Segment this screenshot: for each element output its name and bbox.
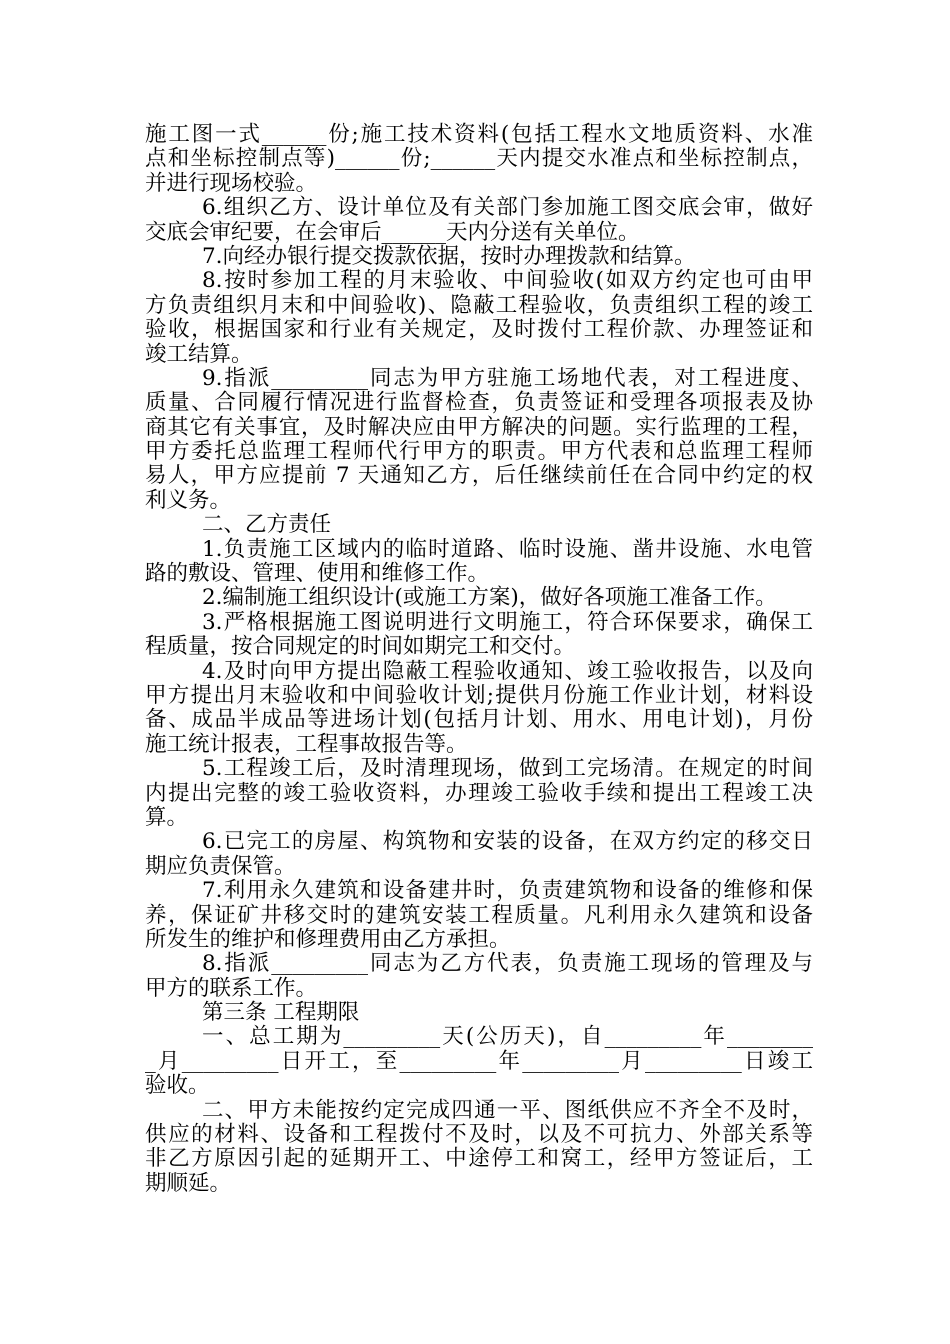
text-line: 甲方提出月末验收和中间验收计划;提供月份施工作业计划，材料设: [145, 682, 813, 708]
text-line: 质量、合同履行情况进行监督检查，负责签证和受理各项报表及协: [145, 390, 813, 416]
text-line: 商其它有关事宜，及时解决应由甲方解决的问题。实行监理的工程，: [145, 414, 813, 440]
text-line: 点和坐标控制点等)______份;______天内提交水准点和坐标控制点，: [145, 146, 813, 172]
text-line: 期应负责保管。: [145, 853, 296, 879]
text-line: 并进行现场校验。: [145, 170, 318, 196]
text-line: 二、乙方责任: [202, 512, 332, 538]
text-line: 7.利用永久建筑和设备建井时，负责建筑物和设备的维修和保: [202, 878, 813, 904]
text-line: 验收。: [145, 1073, 210, 1099]
document-page: [145, 123, 813, 1196]
text-line: 7.向经办银行提交拨款依据，按时办理拨款和结算。: [202, 243, 696, 269]
text-line: 一、总工期为_________天(公历天)，自_________年________: [202, 1024, 813, 1050]
text-line: 交底会审纪要，在会审后______天内分送有关单位。: [145, 219, 640, 245]
text-line: 3.严格根据施工图说明进行文明施工，符合环保要求，确保工: [202, 609, 813, 635]
text-line: 程质量，按合同规定的时间如期完工和交付。: [145, 634, 576, 660]
text-line: 8.按时参加工程的月末验收、中间验收(如双方约定也可由甲: [202, 268, 813, 294]
text-line: 供应的材料、设备和工程拨付不及时，以及不可抗力、外部关系等: [145, 1122, 813, 1148]
text-line: 5.工程竣工后，及时清理现场，做到工完场清。在规定的时间: [202, 756, 813, 782]
text-line: 算。: [145, 804, 189, 830]
text-line: 施工图一式______份;施工技术资料(包括工程水文地质资料、水准: [145, 122, 813, 147]
text-line: 甲方委托总监理工程师代行甲方的职责。甲方代表和总监理工程师: [145, 439, 813, 465]
text-line: 验收，根据国家和行业有关规定，及时拨付工程价款、办理签证和: [145, 317, 813, 343]
text-line: 8.指派_________同志为乙方代表，负责施工现场的管理及与: [202, 951, 813, 977]
text-line: 第三条 工程期限: [202, 1000, 360, 1026]
text-line: 方负责组织月末和中间验收)、隐蔽工程验收，负责组织工程的竣工: [145, 292, 813, 318]
text-line: 利义务。: [145, 487, 232, 513]
text-line: 1.负责施工区域内的临时道路、临时设施、凿井设施、水电管: [202, 536, 813, 562]
text-line: 6.组织乙方、设计单位及有关部门参加施工图交底会审，做好: [202, 195, 813, 221]
text-line: 非乙方原因引起的延期开工、中途停工和窝工，经甲方签证后，工: [145, 1146, 813, 1172]
text-line: 施工统计报表，工程事故报告等。: [145, 731, 468, 757]
text-line: 路的敷设、管理、使用和维修工作。: [145, 561, 490, 587]
text-line: _月_________日开工，至_________年_________月_________日竣工: [145, 1048, 813, 1074]
text-line: 易人，甲方应提前 7 天通知乙方，后任继续前任在合同中约定的权: [145, 463, 813, 489]
text-line: 养，保证矿井移交时的建筑安装工程质量。凡利用永久建筑和设备: [145, 902, 813, 928]
text-line: 2.编制施工组织设计(或施工方案)，做好各项施工准备工作。: [202, 585, 777, 611]
text-line: 甲方的联系工作。: [145, 975, 318, 1001]
text-line: 9.指派_________同志为甲方驻施工场地代表，对工程进度、: [202, 365, 813, 391]
text-line: 6.已完工的房屋、构筑物和安装的设备，在双方约定的移交日: [202, 829, 813, 855]
text-line: 备、成品半成品等进场计划(包括月计划、用水、用电计划)，月份: [145, 707, 813, 733]
text-line: 内提出完整的竣工验收资料，办理竣工验收手续和提出工程竣工决: [145, 780, 813, 806]
text-line: 竣工结算。: [145, 341, 253, 367]
text-line: 所发生的维护和修理费用由乙方承担。: [145, 926, 511, 952]
text-line: 期顺延。: [145, 1170, 232, 1196]
text-line: 二、甲方未能按约定完成四通一平、图纸供应不齐全不及时，: [202, 1097, 813, 1123]
text-line: 4.及时向甲方提出隐蔽工程验收通知、竣工验收报告，以及向: [202, 658, 813, 684]
